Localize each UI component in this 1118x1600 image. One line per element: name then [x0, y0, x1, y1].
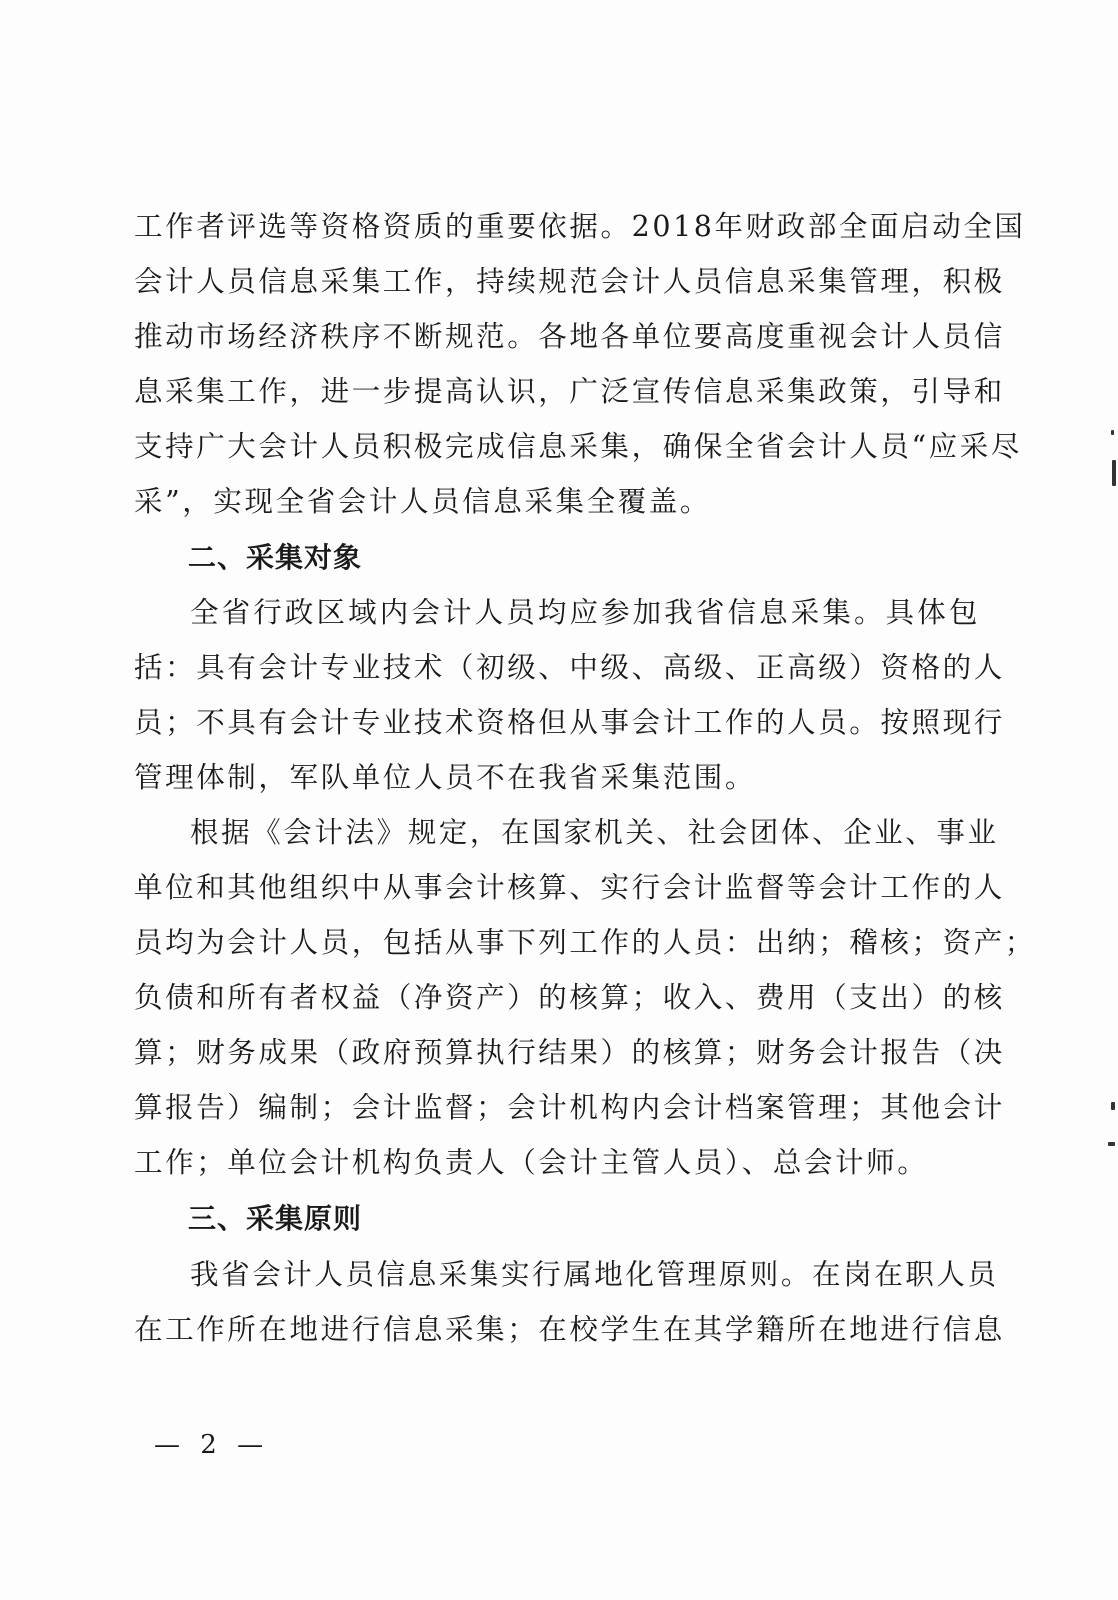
paragraph-line: 支持广大会计人员积极完成信息采集，确保全省会计人员“应采尽 [134, 430, 1022, 463]
paragraph-line: 括：具有会计专业技术（初级、中级、高级、正高级）资格的人 [134, 651, 1005, 684]
paragraph-line: 算；财务成果（政府预算执行结果）的核算；财务会计报告（决 [134, 1036, 1005, 1069]
section-heading-collection-principles: 三、采集原则 [188, 1202, 363, 1235]
paragraph-line: 工作者评选等资格资质的重要依据。2018年财政部全面启动全国 [134, 210, 1026, 243]
paragraph-line: 在工作所在地进行信息采集；在校学生在其学籍所在地进行信息 [134, 1313, 1005, 1346]
paragraph-line: 工作；单位会计机构负责人（会计主管人员）、总会计师。 [134, 1146, 929, 1179]
page-number: — 2 — [154, 1430, 270, 1460]
paragraph-line: 息采集工作，进一步提高认识，广泛宣传信息采集政策，引导和 [134, 375, 1005, 408]
paragraph-line: 员均为会计人员，包括从事下列工作的人员：出纳；稽核；资产； [134, 926, 1036, 959]
paragraph-line: 根据《会计法》规定，在国家机关、社会团体、企业、事业 [190, 816, 999, 849]
paragraph-line: 单位和其他组织中从事会计核算、实行会计监督等会计工作的人 [134, 871, 1005, 904]
paragraph-line: 负债和所有者权益（净资产）的核算；收入、费用（支出）的核 [134, 981, 1005, 1014]
scan-artifact [1112, 460, 1116, 486]
paragraph-line: 管理体制，军队单位人员不在我省采集范围。 [134, 761, 757, 794]
paragraph-line: 员；不具有会计专业技术资格但从事会计工作的人员。按照现行 [134, 706, 1005, 739]
paragraph-line: 全省行政区域内会计人员均应参加我省信息采集。具体包 [190, 596, 980, 629]
scan-artifact [1108, 1142, 1115, 1146]
scan-artifact [1111, 430, 1114, 435]
paragraph-line: 采”，实现全省会计人员信息采集全覆盖。 [134, 485, 711, 518]
paragraph-line: 算报告）编制；会计监督；会计机构内会计档案管理；其他会计 [134, 1091, 1005, 1124]
paragraph-line: 会计人员信息采集工作，持续规范会计人员信息采集管理，积极 [134, 265, 1005, 298]
section-heading-collection-targets: 二、采集对象 [188, 541, 363, 574]
paragraph-line: 我省会计人员信息采集实行属地化管理原则。在岗在职人员 [190, 1258, 999, 1291]
paragraph-line: 推动市场经济秩序不断规范。各地各单位要高度重视会计人员信 [134, 320, 1005, 353]
scan-artifact [1111, 1102, 1115, 1110]
